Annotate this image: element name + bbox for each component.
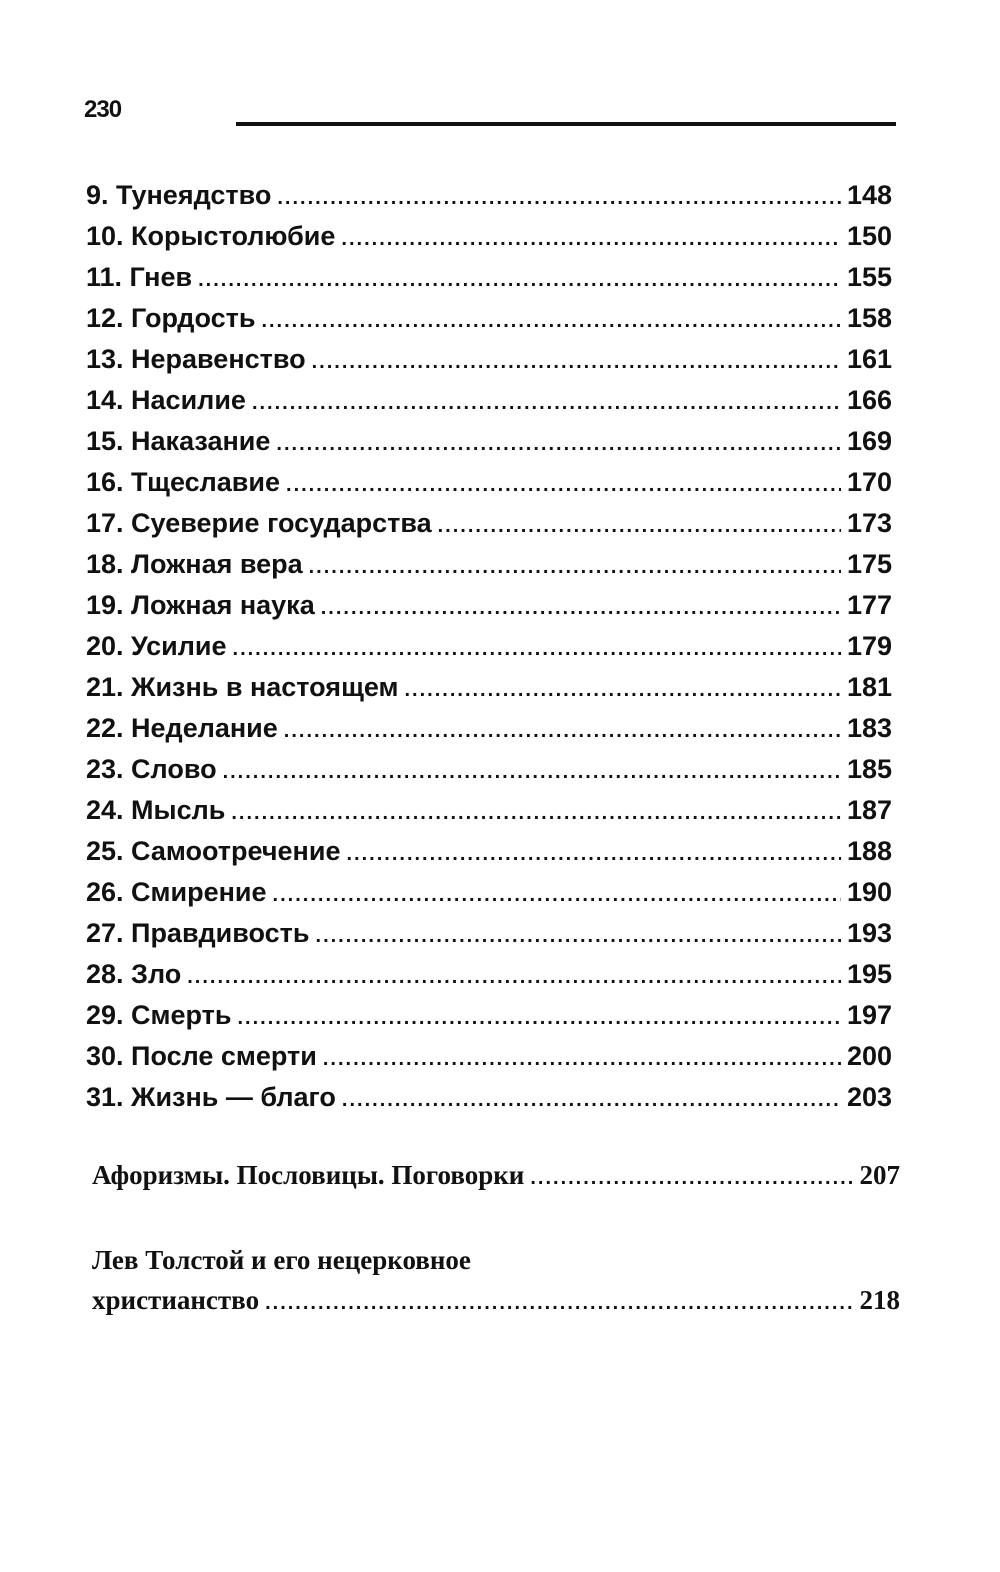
dot-leader (346, 843, 840, 866)
toc-entry-title: 24. Мысль (86, 795, 226, 825)
dot-leader (252, 392, 841, 415)
toc-entry-page: 158 (846, 303, 892, 333)
toc-entry-page: 185 (846, 754, 892, 784)
dot-leader (223, 761, 841, 784)
toc-entry-title: 22. Неделание (86, 713, 278, 743)
toc-entry-page: 173 (846, 508, 892, 538)
dot-leader (404, 679, 840, 702)
toc-entry-title: 17. Суеверие государства (86, 508, 432, 538)
toc-entry[interactable] (86, 1041, 892, 1082)
dot-leader (265, 1292, 853, 1315)
dot-leader (316, 925, 841, 948)
dot-leader (312, 351, 841, 374)
toc-entry[interactable] (86, 590, 892, 631)
toc-entry-title: 25. Самоотречение (86, 836, 341, 866)
toc-entry[interactable] (86, 344, 892, 385)
toc-entry-title: 30. После смерти (86, 1041, 317, 1071)
toc-entry-title: 13. Неравенство (86, 344, 306, 374)
dot-leader (198, 269, 841, 292)
toc-entry[interactable] (86, 672, 892, 713)
dot-leader (187, 966, 841, 989)
toc-entry-title: 16. Тщеславие (86, 467, 281, 497)
toc-entry-title: 15. Наказание (86, 426, 271, 456)
toc-entry-page: 188 (846, 836, 892, 866)
toc-entry-page: 148 (846, 180, 892, 210)
dot-leader (342, 1089, 841, 1112)
toc-entry-title: 31. Жизнь — благо (86, 1082, 336, 1112)
toc-entry[interactable] (86, 877, 892, 918)
toc-entry[interactable] (86, 918, 892, 959)
toc-entry[interactable] (86, 262, 892, 303)
toc-entry-page: 197 (846, 1000, 892, 1030)
toc-entry-page: 161 (846, 344, 892, 374)
toc-entry[interactable] (86, 467, 892, 508)
toc-entry-title: 29. Смерть (86, 1000, 232, 1030)
toc-entry[interactable] (86, 1000, 892, 1041)
page-number: 230 (84, 96, 122, 123)
toc-entry-title: 23. Слово (86, 754, 217, 784)
dot-leader (321, 597, 841, 620)
toc-entry-title: 10. Корыстолюбие (86, 221, 336, 251)
tolstoy-title-line1: Лев Толстой и его нецерковное (92, 1245, 471, 1275)
toc-entry[interactable] (86, 631, 892, 672)
toc-entry[interactable] (86, 836, 892, 877)
aphorisms-title: Афоризмы. Пословицы. Поговорки (92, 1160, 525, 1190)
toc-entry-page: 175 (846, 549, 892, 579)
toc-entry-page: 200 (846, 1041, 892, 1071)
aphorisms-section[interactable] (92, 1160, 900, 1191)
toc-entry-title: 28. Зло (86, 959, 182, 989)
toc-entry[interactable] (86, 959, 892, 1000)
toc-entry-page: 177 (846, 590, 892, 620)
dot-leader (273, 884, 841, 907)
toc-entry[interactable] (86, 221, 892, 262)
toc-entry-page: 203 (846, 1082, 892, 1112)
dot-leader (323, 1048, 841, 1071)
dot-leader (530, 1167, 853, 1190)
dot-leader (276, 433, 841, 456)
dot-leader (231, 802, 841, 825)
toc-entry-title: 19. Ложная наука (86, 590, 315, 620)
toc-entry-title: 20. Усилие (86, 631, 227, 661)
toc-entry-title: 26. Смирение (86, 877, 267, 907)
toc-entry-page: 183 (846, 713, 892, 743)
toc-entry[interactable] (86, 508, 892, 549)
toc-entry-title: 21. Жизнь в настоящем (86, 672, 399, 702)
dot-leader (261, 310, 841, 333)
toc-entry-page: 190 (846, 877, 892, 907)
dot-leader (309, 556, 841, 579)
toc-entry-page: 155 (846, 262, 892, 292)
toc-entry[interactable] (86, 795, 892, 836)
toc-entry-title: 11. Гнев (86, 262, 193, 292)
tolstoy-page: 218 (859, 1285, 900, 1315)
dot-leader (277, 187, 841, 210)
toc-entry-page: 187 (846, 795, 892, 825)
aphorisms-page: 207 (859, 1160, 900, 1190)
tolstoy-title-line2: христианство (92, 1285, 260, 1315)
toc-entry-page: 179 (846, 631, 892, 661)
toc-entry-title: 12. Гордость (86, 303, 256, 333)
dot-leader (438, 515, 841, 538)
toc-entry-page: 170 (846, 467, 892, 497)
toc-entry[interactable] (86, 180, 892, 221)
dot-leader (233, 638, 841, 661)
toc-entry-page: 166 (846, 385, 892, 415)
toc-list (86, 180, 892, 1123)
toc-entry-page: 169 (846, 426, 892, 456)
toc-entry[interactable] (86, 303, 892, 344)
header-rule (236, 122, 896, 126)
toc-entry[interactable] (86, 1082, 892, 1123)
toc-entry[interactable] (86, 385, 892, 426)
toc-entry-page: 150 (846, 221, 892, 251)
toc-entry-page: 181 (846, 672, 892, 702)
toc-entry-title: 14. Насилие (86, 385, 246, 415)
dot-leader (284, 720, 841, 743)
toc-entry-title: 27. Правдивость (86, 918, 310, 948)
toc-entry[interactable] (86, 754, 892, 795)
toc-entry[interactable] (86, 713, 892, 754)
toc-entry[interactable] (86, 549, 892, 590)
toc-entry-page: 195 (846, 959, 892, 989)
toc-entry-page: 193 (846, 918, 892, 948)
tolstoy-section[interactable] (92, 1245, 900, 1316)
dot-leader (286, 474, 841, 497)
toc-entry-title: 9. Тунеядство (86, 180, 272, 210)
toc-entry-title: 18. Ложная вера (86, 549, 303, 579)
dot-leader (237, 1007, 840, 1030)
toc-entry[interactable] (86, 426, 892, 467)
dot-leader (341, 228, 841, 251)
